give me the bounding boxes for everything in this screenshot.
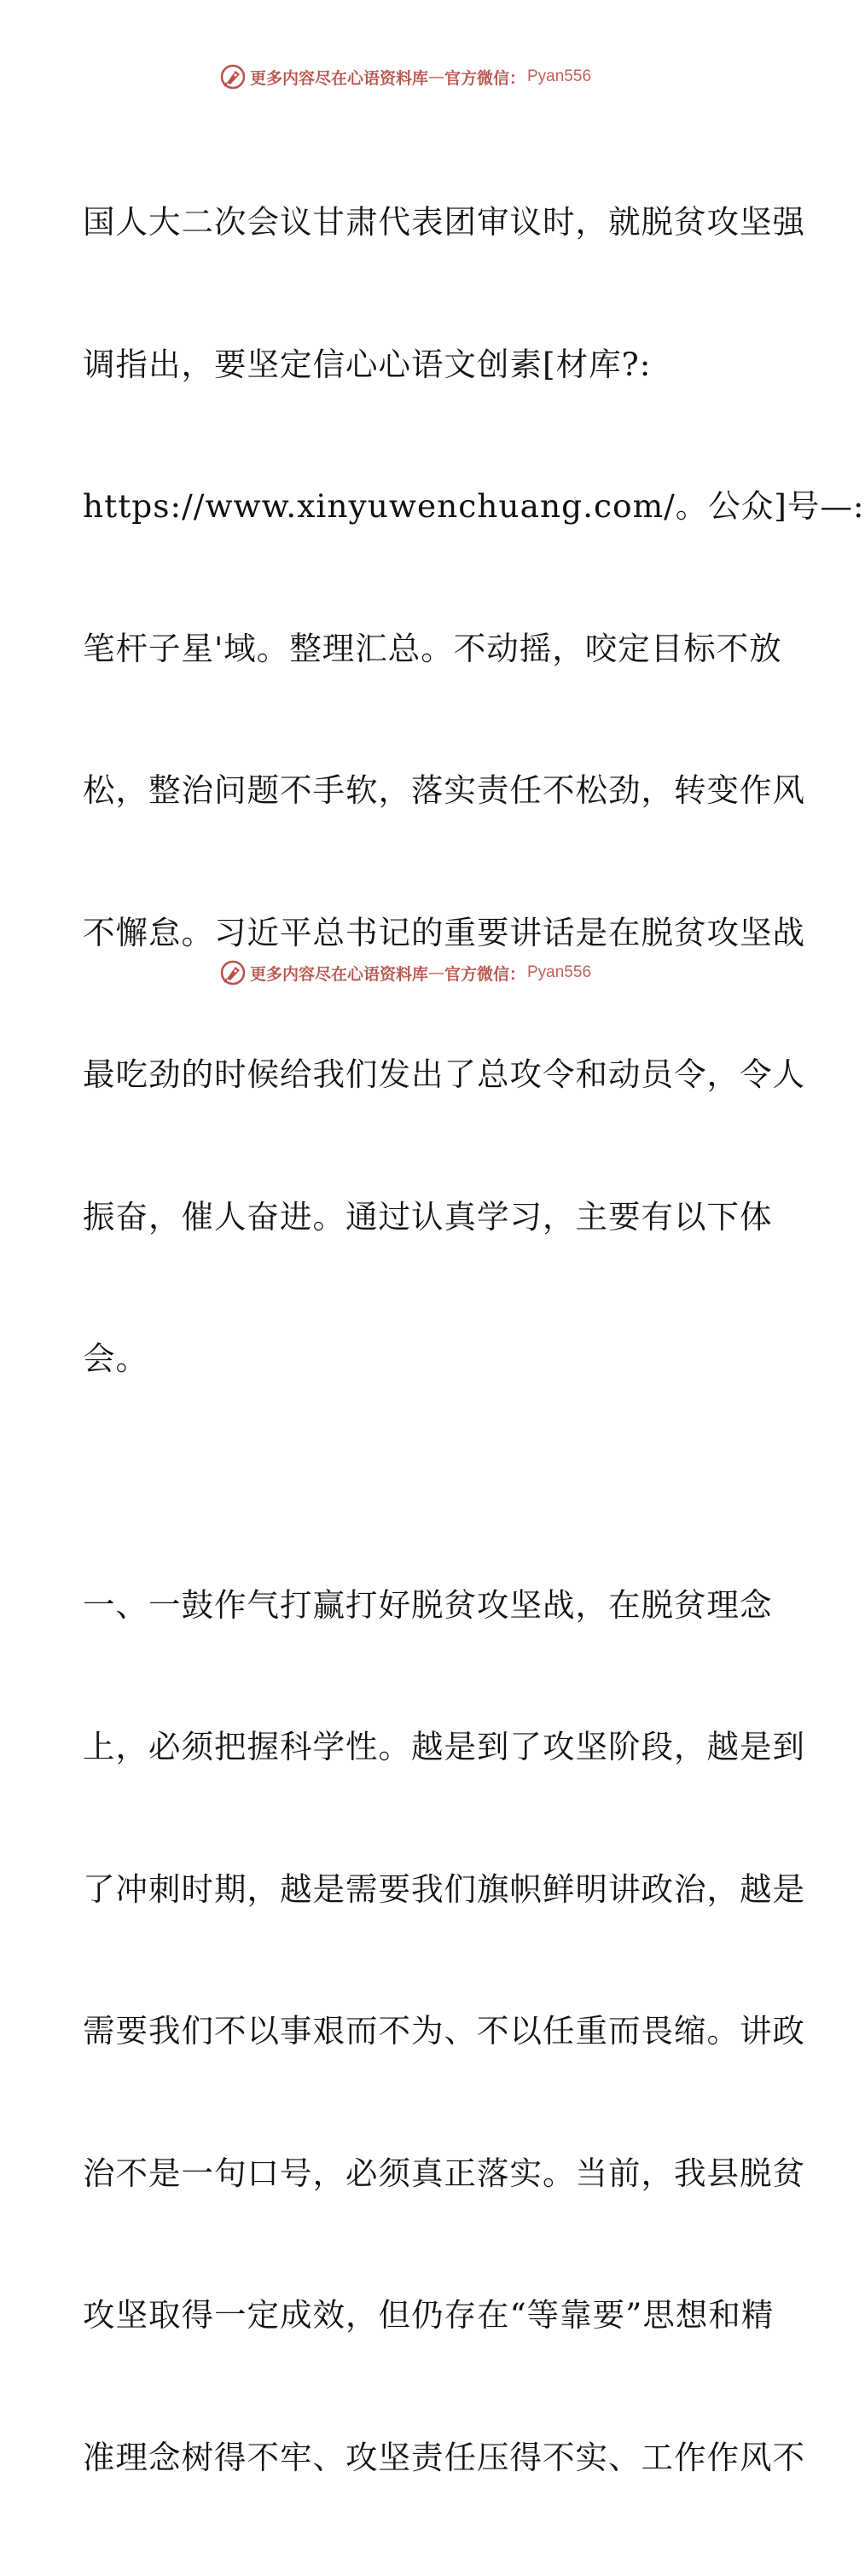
pen-nib-logo-icon — [219, 63, 247, 90]
text-line: 会。 — [83, 1335, 731, 1383]
watermark-dash: — — [428, 67, 444, 86]
footer-watermark — [0, 956, 810, 990]
pen-nib-logo-icon — [219, 959, 247, 986]
paragraph-2 — [83, 1487, 731, 2576]
text-line: 了冲刺时期，越是需要我们旗帜鲜明讲政治，越是 — [83, 1866, 731, 1914]
document-body — [83, 104, 731, 2576]
text-line: 振奋，催人奋进。通过认真学习，主要有以下体 — [83, 1194, 731, 1241]
watermark-id: Pyan556 — [527, 963, 591, 982]
text-line: 最吃劲的时候给我们发出了总攻令和动员令，令人 — [83, 1051, 731, 1099]
text-line: 调指出，要坚定信心心语文创素[材库?: — [83, 341, 731, 389]
text-line: 笔杆子星'域。整理汇总。不动摇，咬定目标不放 — [83, 625, 731, 673]
text-line: 松，整治问题不手软，落实责任不松劲，转变作风 — [83, 767, 731, 815]
paragraph-1 — [83, 104, 731, 1478]
text-line: 准理念树得不牢、攻坚责任压得不实、工作作风不 — [83, 2434, 731, 2482]
text-line: 治不是一句口号，必须真正落实。当前，我县脱贫 — [83, 2150, 731, 2198]
text-line: 需要我们不以事艰而不为、不以任重而畏缩。讲政 — [83, 2008, 731, 2056]
watermark-dash: — — [428, 963, 444, 982]
text-line: 国人大二次会议甘肃代表团审议时，就脱贫攻坚强 — [83, 199, 731, 247]
watermark-contact-label: 官方微信： — [444, 66, 525, 89]
header-watermark — [0, 60, 810, 94]
text-line: 攻坚取得一定成效，但仍存在“等靠要”思想和精 — [83, 2292, 731, 2340]
watermark-text: 更多内容尽在心语资料库 — [250, 962, 428, 985]
text-line: 不懈怠。习近平总书记的重要讲话是在脱贫攻坚战 — [83, 910, 731, 957]
watermark-text: 更多内容尽在心语资料库 — [250, 66, 428, 89]
watermark-id: Pyan556 — [527, 67, 591, 86]
text-line: https://www.xinyuwenchuang.com/。公众]号—: — [83, 483, 731, 531]
text-line: 一、一鼓作气打赢打好脱贫攻坚战，在脱贫理念 — [83, 1582, 731, 1630]
text-line: 上，必须把握科学性。越是到了攻坚阶段，越是到 — [83, 1724, 731, 1771]
watermark-contact-label: 官方微信： — [444, 962, 525, 985]
